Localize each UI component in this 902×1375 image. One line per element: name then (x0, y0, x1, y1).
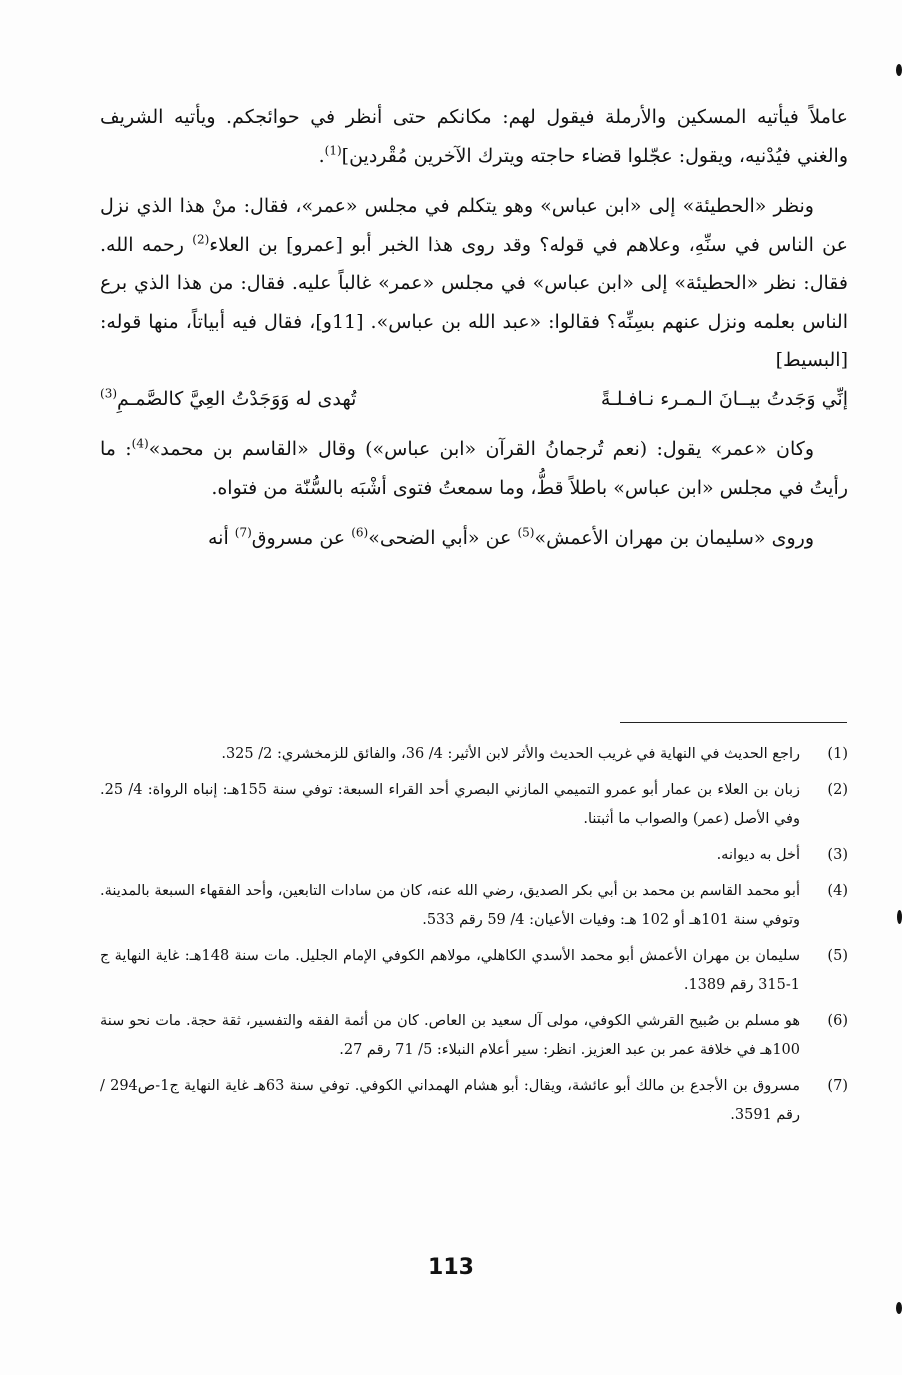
paragraph-3: وكان «عمر» يقول: (نعم تُرجمانُ القرآن «ابن عباس») وقال «القاسم بن محمد»$^{(4)}$: ما رأيتُ في مجلس «ابن عباس» باطلاً قطُّ، وما سمعتُ فتوى أشْبَه بالسُّنّة من فتواه. (100, 436, 848, 499)
footnote-5 (100, 942, 848, 1000)
scan-mark-top (896, 64, 902, 76)
footnote-ref-7: (7) (234, 525, 252, 540)
footnote-text: أبو محمد القاسم بن محمد بن أبي بكر الصديق، رضي الله عنه، كان من سادات التابعين، وأحد الفقهاء السبعة بالمدينة. وتوفي سنة 101هـ أو 102 هـ: وفيات الأعيان: 4/ 59 رقم 533. (100, 883, 800, 928)
footnote-ref-5: (5) (517, 525, 535, 540)
footnote-4 (100, 877, 848, 935)
scan-mark-bottom (896, 1302, 902, 1314)
footnote-text: سليمان بن مهران الأعمش أبو محمد الأسدي الكاهلي، مولاهم الكوفي الإمام الجليل. مات سنة 148هـ: غاية النهاية ج 1-315 رقم 1389. (100, 948, 800, 993)
footnote-number: (1) (827, 746, 848, 762)
footnote-text: راجع الحديث في النهاية في غريب الحديث والأثر لابن الأثير: 4/ 36، والفائق للزمخشري: 2/ 325. (221, 746, 800, 762)
paragraph-1: عاملاً فيأتيه المسكين والأرملة فيقول لهم: مكانكم حتى أنظر في حوائجكم. ويأتيه الشريف والغني فيُدْنيه، ويقول: عجّلوا قضاء حاجته ويترك الآخرين مُقْردين]$^{(1)}$. (100, 106, 848, 167)
footnote-3 (100, 841, 848, 870)
footnote-ref-6: (6) (351, 525, 369, 540)
footnote-text: هو مسلم بن صُبيح القرشي الكوفي، مولى آل سعيد بن العاص. كان من أئمة الفقه والتفسير، ثقة حجة. مات نحو سنة 100هـ في خلافة عمر بن عبد العزيز. انظر: سير أعلام النبلاء: 5/ 71 رقم 27. (100, 1013, 800, 1058)
footnote-separator (620, 722, 847, 723)
footnote-7 (100, 1072, 848, 1130)
footnote-number: (7) (827, 1078, 848, 1094)
footnote-ref-4: (4) (131, 436, 149, 451)
verse-first-hemistich: إنِّي وَجَدتُ بيــانَ الـمـرء نـافـلـةً (600, 387, 848, 410)
footnote-text: مسروق بن الأجدع بن مالك أبو عائشة، ويقال: أبو هشام الهمداني الكوفي. توفي سنة 63هـ غاية النهاية ج1-ص294 / رقم 3591. (100, 1078, 800, 1123)
footnote-ref-3: (3) (100, 386, 118, 401)
paragraph-2: ونظر «الحطيئة» إلى «ابن عباس» وهو يتكلم في مجلس «عمر»، فقال: منْ هذا الذي نزل عن الناس في سنِّهِ، وعلاهم في قوله؟ وقد روى هذا الخبر أبو [عمرو] بن العلاء$^{(2)}$ رحمه الله. فقال: نظر «الحطيئة» إلى «ابن عباس» في مجلس «عمر» غالباً عليه. فقال: من هذا الذي برع الناس بعلمه ونزل عنهم بسِنِّه؟ فقالوا: «عبد الله بن عباس». [11و]، فقال فيه أبياتاً، منها قوله: [البسيط] (100, 195, 848, 371)
footnote-number: (3) (827, 847, 848, 863)
footnote-ref-1: (1) (324, 143, 342, 158)
page-number: 113 (428, 1255, 474, 1280)
footnote-text: أخل به ديوانه. (716, 847, 800, 863)
footnote-number: (2) (827, 782, 848, 798)
footnote-number: (5) (827, 948, 848, 964)
footnote-ref-2: (2) (192, 232, 210, 247)
footnote-number: (6) (827, 1013, 848, 1029)
footnote-1 (100, 740, 848, 769)
footnote-2 (100, 776, 848, 834)
footnotes (100, 740, 848, 1137)
footnote-text: زبان بن العلاء بن عمار أبو عمرو التميمي المازني البصري أحد القراء السبعة: توفي سنة 155هـ: إنباه الرواة: 4/ 25. وفي الأصل (عمر) والصواب ما أثبتنا. (100, 782, 800, 827)
footnote-number: (4) (827, 883, 848, 899)
footnote-6 (100, 1007, 848, 1065)
paragraph-4: وروى «سليمان بن مهران الأعمش»$^{(5)}$ عن «أبي الضحى»$^{(6)}$ عن مسروق$^{(7)}$ أنه (207, 525, 814, 549)
scan-mark-middle (897, 910, 902, 924)
poem-verse (100, 380, 848, 419)
verse-second-hemistich: تُهدى له وَوَجَدْتُ العِيَّ كالصَّمـمِ$^{(3)}$ (100, 386, 357, 410)
main-text (100, 98, 848, 558)
